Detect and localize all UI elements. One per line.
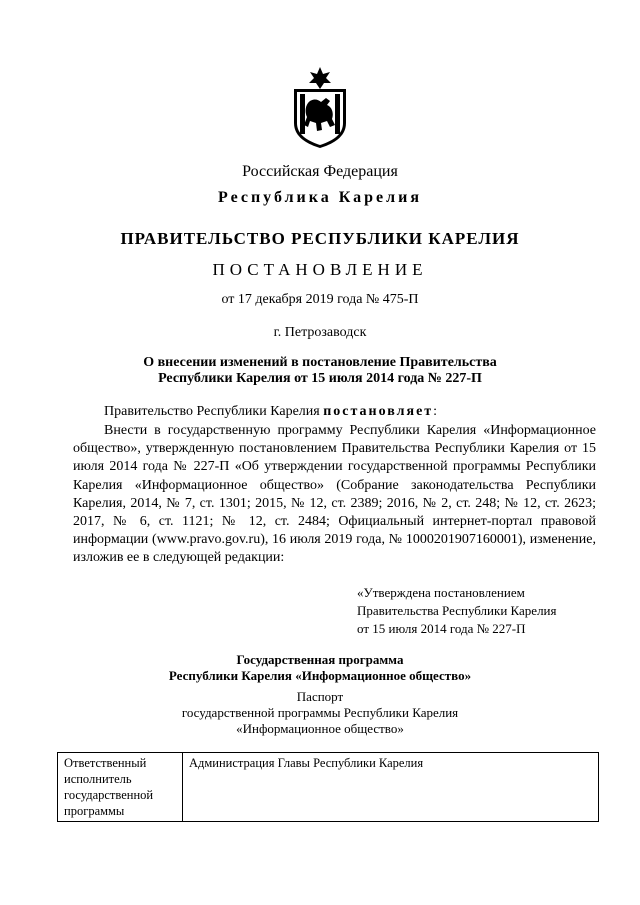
program-title-line-2: Республики Карелия «Информационное общество» bbox=[168, 668, 472, 683]
approval-line-1: «Утверждена постановлением bbox=[357, 585, 525, 600]
intro-line bbox=[104, 404, 437, 420]
date-line: от 17 декабря 2019 года № 475-П bbox=[221, 292, 419, 307]
passport-line-3: «Информационное общество» bbox=[236, 721, 404, 736]
intro-prefix: Правительство Республики Карелия bbox=[104, 404, 324, 419]
document-title bbox=[0, 355, 640, 387]
intro-suffix: : bbox=[433, 404, 438, 419]
key-line: программы bbox=[64, 804, 125, 818]
document-type: ПОСТАНОВЛЕНИЕ bbox=[212, 260, 428, 279]
approval-line-2: Правительства Республики Карелия bbox=[357, 603, 557, 618]
coat-of-arms-icon bbox=[288, 67, 352, 149]
body-paragraph bbox=[73, 422, 596, 568]
passport-heading bbox=[0, 689, 640, 737]
intro-verb: постановляет bbox=[323, 404, 434, 419]
paragraph-text: Внести в государственную программу Республики Карелия «Информационное общество», утвержденную постановлением Правительства Республики Карелия от 15 июля 2014 года № 227-П «Об утверждении государственной программы Республики Карелия «Информационное общество» (Собрание законодательства Республики Карелия, 2014, № 7, ст. 1301; 2015, № 12, ст. 2389; 2016, № 2, ст. 248; № 12, ст. 2623; 2017, № 6, ст. 1121; № 12, ст. 2484; Официальный интернет-портал правовой информации (www.pravo.gov.ru), 16 июля 2019 года, № 1000201907160001), изменение, изложив ее в следующей редакции: bbox=[73, 423, 596, 566]
city-name: г. Петрозаводск bbox=[273, 325, 367, 340]
passport-table bbox=[57, 752, 599, 822]
table-row bbox=[58, 753, 599, 822]
title-line-2: Республики Карелия от 15 июля 2014 года № 227-П bbox=[158, 371, 482, 386]
approval-line-3: от 15 июля 2014 года № 227-П bbox=[357, 621, 526, 636]
key-line: государственной bbox=[64, 788, 154, 802]
passport-line-1: Паспорт bbox=[296, 689, 344, 704]
approval-stamp bbox=[357, 584, 557, 638]
passport-line-2: государственной программы Республики Карелия bbox=[181, 705, 459, 720]
program-title bbox=[0, 652, 640, 684]
title-line-1: О внесении изменений в постановление Правительства bbox=[143, 355, 497, 370]
government-name: ПРАВИТЕЛЬСТВО РЕСПУБЛИКИ КАРЕЛИЯ bbox=[120, 229, 520, 248]
key-line: исполнитель bbox=[64, 772, 132, 786]
republic-name: Республика Карелия bbox=[218, 189, 422, 206]
key-line: Ответственный bbox=[64, 756, 147, 770]
country-name: Российская Федерация bbox=[242, 163, 398, 180]
program-title-line-1: Государственная программа bbox=[236, 652, 404, 667]
table-cell-key bbox=[58, 753, 183, 822]
table-cell-value: Администрация Главы Республики Карелия bbox=[183, 753, 599, 822]
